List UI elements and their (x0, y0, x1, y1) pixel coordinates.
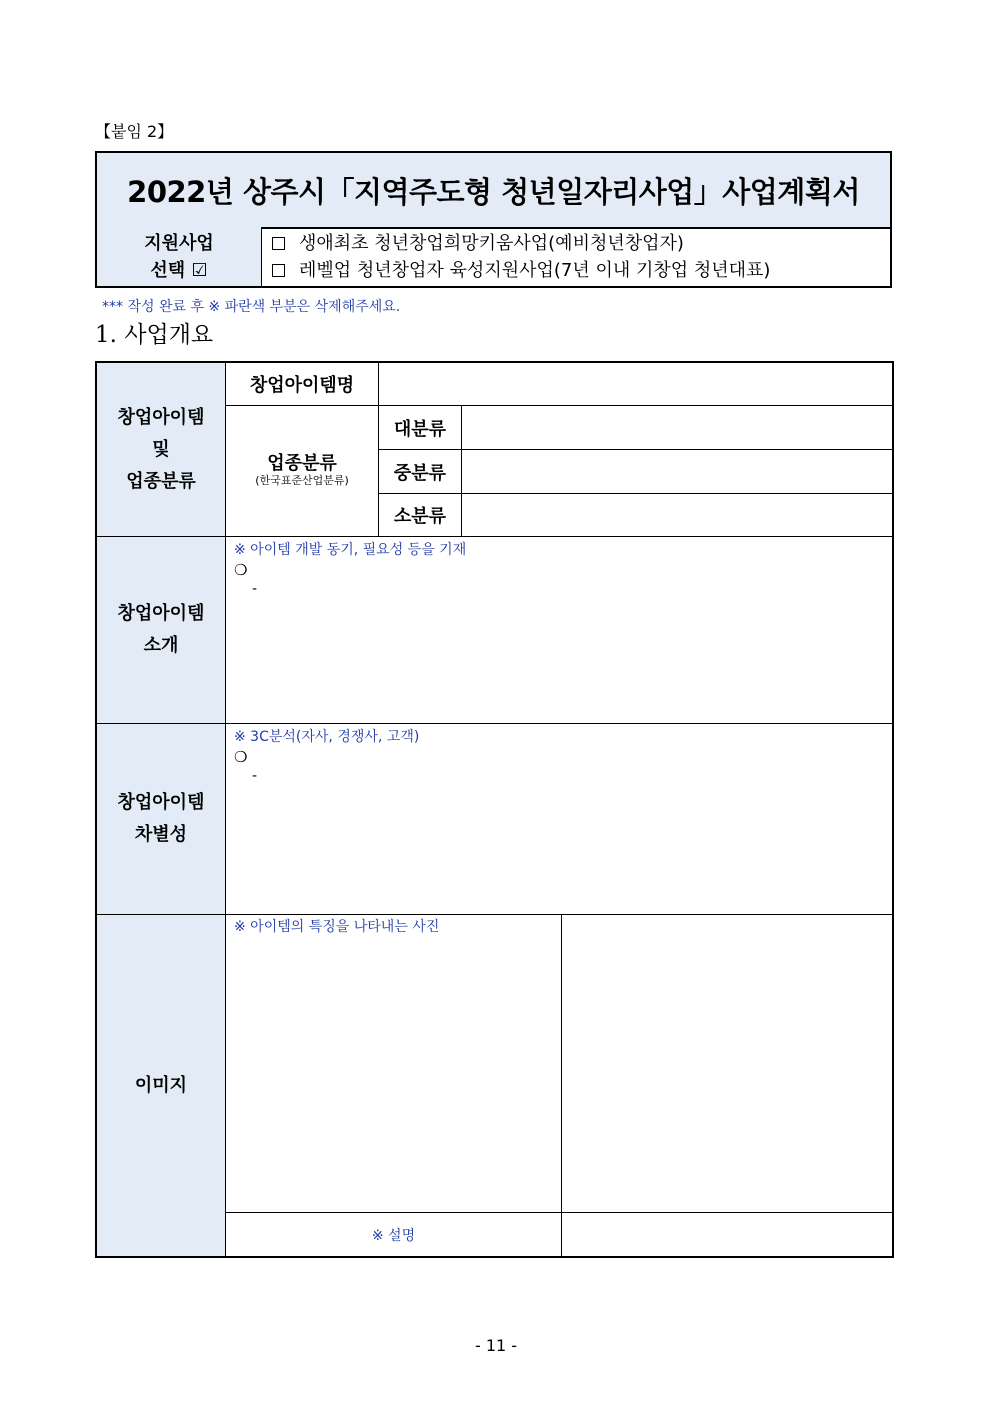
item-industry-head (97, 363, 226, 537)
caption-cell-2[interactable] (562, 1213, 892, 1256)
overview-table (95, 361, 894, 1258)
support-select-label-line2: 선택 ☑ (150, 259, 208, 281)
support-select-label (97, 227, 262, 286)
bullet-icon: ❍ (234, 561, 248, 579)
item-industry-head-line3: 업종분류 (126, 470, 196, 492)
item-diff-head-line1: 창업아이템 (117, 792, 205, 813)
item-industry-head-line1: 창업아이템 (117, 406, 205, 428)
image-slot-1[interactable] (226, 915, 562, 1213)
industry-label-cell (226, 406, 379, 537)
support-option-1-label: 생애최초 청년창업희망키움사업(예비청년창업자) (299, 232, 684, 254)
major-category-label: 대분류 (379, 406, 462, 450)
support-select-label-line1: 지원사업 (144, 232, 214, 254)
minor-category-label: 소분류 (379, 494, 462, 537)
item-intro-field[interactable] (226, 537, 892, 724)
item-diff-head (97, 724, 226, 915)
page-number: - 11 - (474, 1336, 518, 1355)
caption-cell-1[interactable] (226, 1213, 562, 1256)
attachment-label: 【붙임 2】 (95, 122, 174, 141)
item-intro-hint: ※ 아이템 개발 동기, 필요성 등을 기재 (234, 542, 467, 558)
checkbox-icon[interactable] (272, 264, 285, 277)
delete-note: *** 작성 완료 후 ※ 파란색 부분은 삭제해주세요. (102, 299, 401, 315)
item-name-label: 창업아이템명 (226, 363, 379, 406)
industry-label: 업종분류 (267, 453, 337, 474)
major-category-field[interactable] (462, 406, 892, 450)
item-intro-head-line1: 창업아이템 (117, 603, 205, 624)
support-option-2[interactable] (272, 257, 890, 284)
support-options (262, 227, 890, 286)
item-diff-field[interactable] (226, 724, 892, 915)
industry-sub-label: (한국표준산업분류) (255, 474, 349, 487)
image-hint: ※ 아이템의 특징을 나타내는 사진 (234, 919, 440, 935)
item-diff-head-line2: 차별성 (134, 824, 188, 845)
image-head: 이미지 (97, 915, 226, 1256)
checkbox-icon[interactable] (272, 237, 285, 250)
item-industry-head-line2: 및 (152, 438, 170, 460)
minor-category-field[interactable] (462, 494, 892, 537)
support-option-1[interactable] (272, 230, 890, 257)
image-slot-2[interactable] (562, 915, 892, 1213)
item-intro-head (97, 537, 226, 724)
dash-item: - (252, 581, 258, 597)
dash-item: - (252, 768, 258, 784)
middle-category-field[interactable] (462, 450, 892, 494)
middle-category-label: 중분류 (379, 450, 462, 494)
bullet-icon: ❍ (234, 748, 248, 766)
caption-label: ※ 설명 (371, 1227, 416, 1244)
item-intro-head-line2: 소개 (143, 635, 179, 656)
title-box (95, 151, 892, 288)
section-title: 1. 사업개요 (95, 322, 214, 348)
support-option-2-label: 레벨업 청년창업자 육성지원사업(7년 이내 기창업 청년대표) (299, 259, 771, 281)
item-name-field[interactable] (379, 363, 892, 406)
item-diff-hint: ※ 3C분석(자사, 경쟁사, 고객) (234, 729, 420, 745)
document-title: 2022년 상주시「지역주도형 청년일자리사업」사업계획서 (97, 153, 890, 229)
